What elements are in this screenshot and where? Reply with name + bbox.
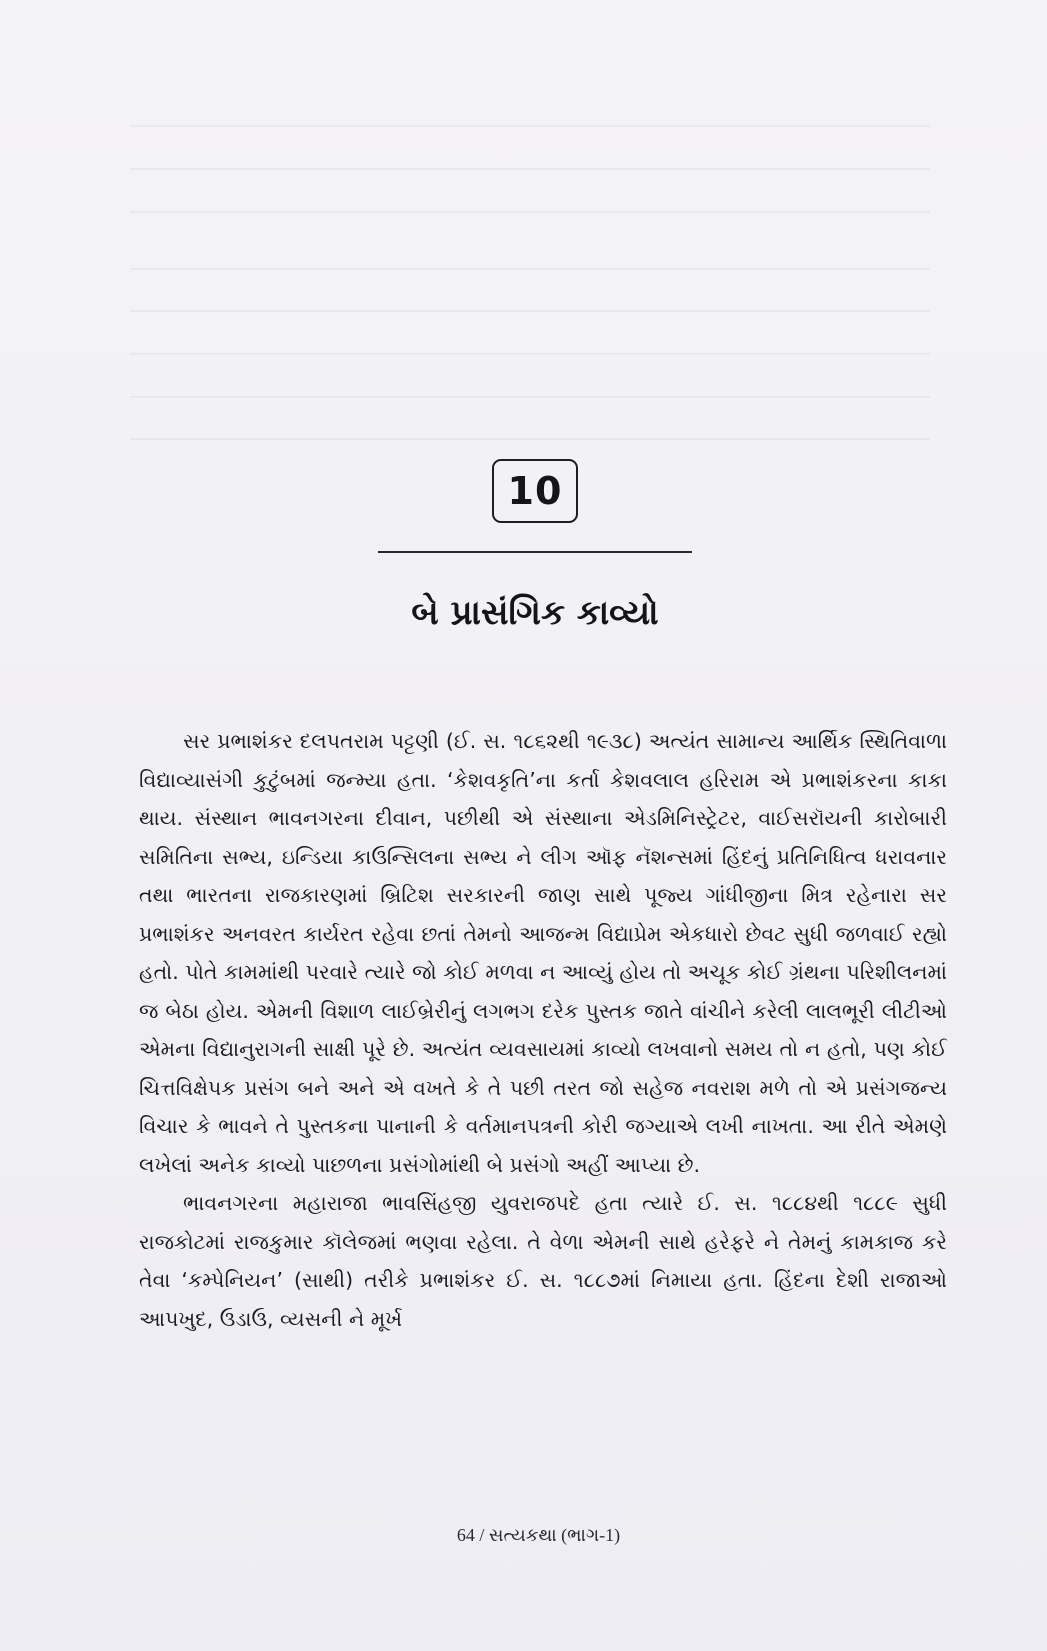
chapter-body [139, 722, 947, 1338]
bleed-through-line [130, 125, 930, 127]
bleed-through-line [130, 438, 930, 440]
bleed-through-line [130, 168, 930, 170]
chapter-title: બે પ્રાસંગિક કાવ્યો [411, 593, 659, 633]
paragraph: સર પ્રભાશંકર દલપતરામ પટ્ટણી (ઈ. સ. ૧૮૬૨થી ૧૯૩૮) અત્યંત સામાન્ય આર્થિક સ્થિતિવાળા વિદ્યાવ્યાસંગી કુટુંબમાં જન્મ્યા હતા. ‘કેશવકૃતિ’ના કર્તા કેશવલાલ હરિરામ એ પ્રભાશંકરના કાકા થાય. સંસ્થાન ભાવનગરના દીવાન, પછીથી એ સંસ્થાના એડમિનિસ્ટ્રેટર, વાઈસરૉયની કારોબારી સમિતિના સભ્ય, ઇન્ડિયા કાઉન્સિલના સભ્ય ને લીગ ઑફ નૅશન્સમાં હિંદનું પ્રતિનિધિત્વ ધરાવનાર તથા ભારતના રાજકારણમાં બ્રિટિશ સરકારની જાણ સાથે પૂજ્ય ગાંધીજીના મિત્ર રહેનારા સર પ્રભાશંકર અનવરત કાર્યરત રહેવા છતાં તેમનો આજન્મ વિદ્યાપ્રેમ એકધારો છેવટ સુધી જળવાઈ રહ્યો હતો. પોતે કામમાંથી પરવારે ત્યારે જો કોઈ મળવા ન આવ્યું હોય તો અચૂક કોઈ ગ્રંથના પરિશીલનમાં જ બેઠા હોય. એમની વિશાળ લાઈબ્રેરીનું લગભગ દરેક પુસ્તક જાતે વાંચીને કરેલી લાલભૂરી લીટીઓ એમના વિદ્યાનુરાગની સાક્ષી પૂરે છે. અત્યંત વ્યવસાયમાં કાવ્યો લખવાનો સમય તો ન હતો, પણ કોઈ ચિત્તવિક્ષેપક પ્રસંગ બને અને એ વખતે કે તે પછી તરત જો સહેજ નવરાશ મળે તો એ પ્રસંગજન્ય વિચાર કે ભાવને તે પુસ્તકના પાનાની કે વર્તમાનપત્રની કોરી જગ્યાએ લખી નાખતા. આ રીતે એમણે લખેલાં અનેક કાવ્યો પાછળના પ્રસંગોમાંથી બે પ્રસંગો અહીં આપ્યા છે. [139, 729, 947, 1177]
chapter-divider [378, 551, 692, 553]
paragraph: ભાવનગરના મહારાજા ભાવસિંહજી યુવરાજપદે હતા ત્યારે ઈ. સ. ૧૮૮૪થી ૧૮૮૯ સુધી રાજકોટમાં રાજકુમાર કૉલેજમાં ભણવા રહેલા. તે વેળા એમની સાથે હરેફરે ને તેમનું કામકાજ કરે તેવા ‘કમ્પેનિયન’ (સાથી) તરીકે પ્રભાશંકર ઈ. સ. ૧૮૮૭માં નિમાયા હતા. હિંદના દેશી રાજાઓ આપખુદ, ઉડાઉ, વ્યસની ને મૂર્ખ [139, 1191, 947, 1331]
page-footer: 64 / સત્યકથા (ભાગ-1) [456, 1525, 621, 1545]
bleed-through-line [130, 211, 930, 213]
bleed-through-line [130, 268, 930, 270]
bleed-through-line [130, 353, 930, 355]
chapter-number: 10 [492, 459, 578, 523]
bleed-through-line [130, 310, 930, 312]
bleed-through-line [130, 396, 930, 398]
